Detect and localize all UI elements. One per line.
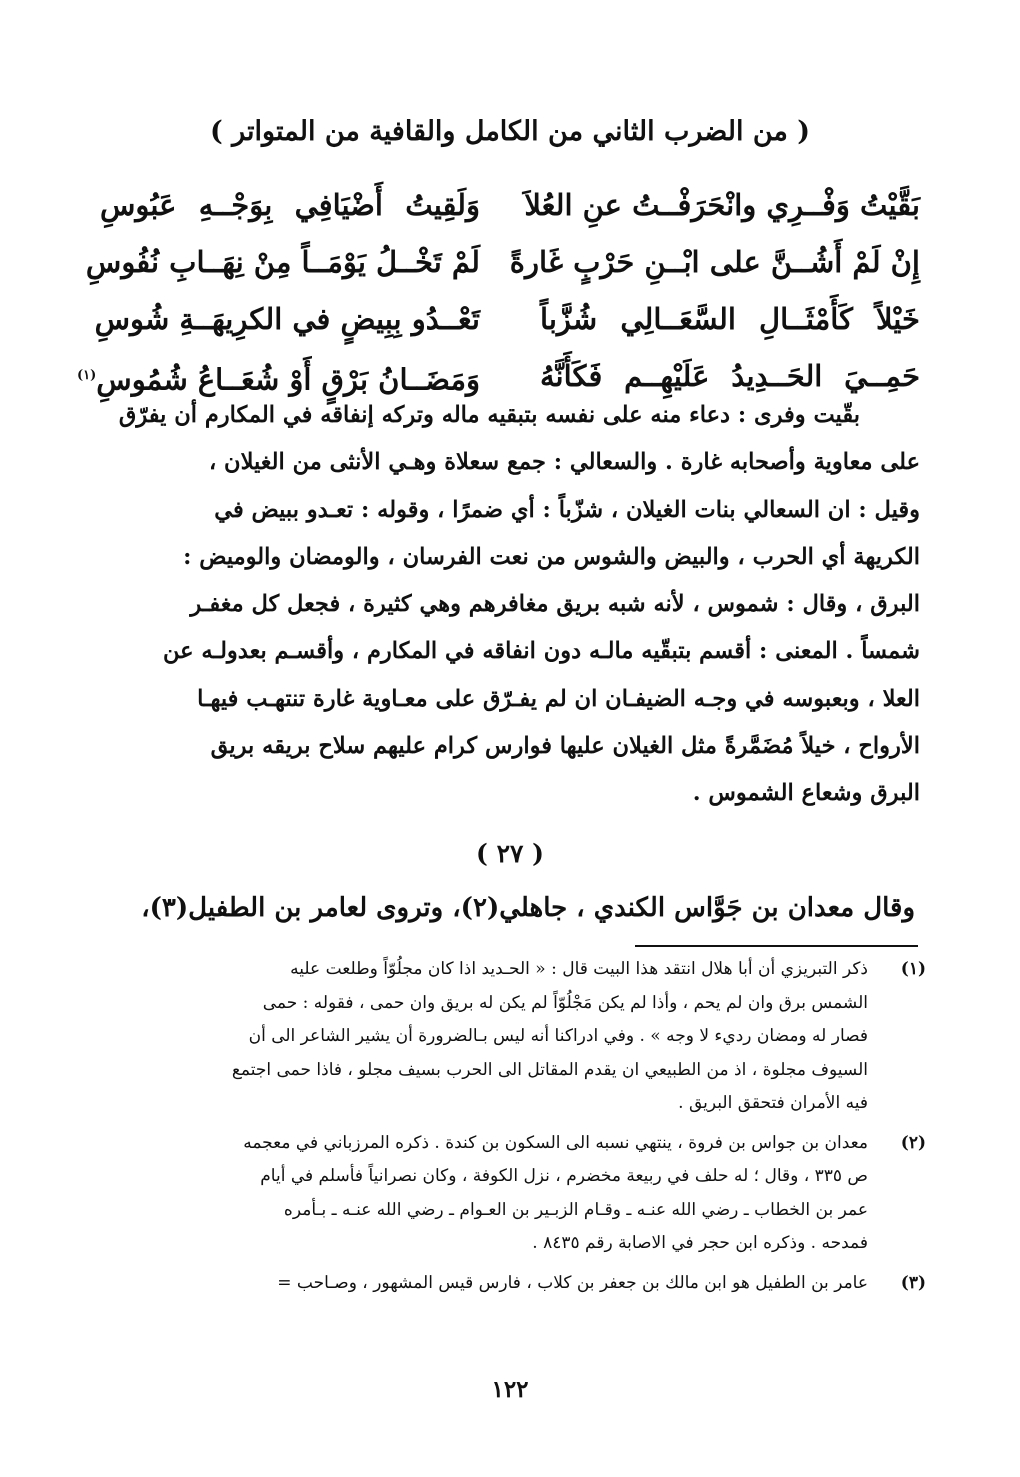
verse-second-hemistich: لَمْ تَخْــلُ يَوْمَــاً مِنْ نِهَــابِ نُفُوسِ	[85, 245, 480, 279]
meter-heading: ( من الضرب الثاني من الكامل والقافية من المتواتر )	[209, 116, 811, 147]
poem-intro: وقال معدان بن جَوَّاس الكندي ، جاهلي(٢)، وتروى لعامر بن الطفيل(٣)،	[141, 893, 915, 923]
verse-first-hemistich: خَيْلاً كَأَمْثَــالِ السَّعَــالِي شُزَّباً	[540, 302, 920, 336]
footnote-line: معدان بن جواس بن فروة ، ينتهي نسبه الى السكون بن كندة . ذكره المرزباني في معجمه	[243, 1132, 868, 1153]
verse	[94, 294, 920, 351]
commentary-line: الأرواح ، خيلاً مُضَمَّرةً مثل الغيلان عليها فوارس كرام عليهم سلاح بريقه بريق	[210, 733, 920, 760]
verse-first-hemistich: بَقَّيْتُ وَفْــرِي وانْحَرَفْــتُ عنِ العُلاَ	[524, 188, 920, 222]
footnote	[118, 953, 926, 1121]
commentary-line: وقيل : ان السعالي بنات الغيلان ، شزّباً : أي ضمرًا ، وقوله : تعـدو ببيض في	[214, 496, 920, 523]
footnote	[118, 1267, 926, 1301]
commentary-line: العلا ، وبعبوسه في وجـه الضيفـان ان لم يفـرّق على معـاوية غارة تنتهـب فيهـا	[197, 685, 920, 712]
commentary-line: شمساً . المعنى : أقسم بتبقّيه مالـه دون انفاقه في المكارم ، وأقسـم بعدولـه عن	[163, 638, 920, 665]
verse-second-hemistich: وَمَضَــانُ بَرْقٍ أَوْ شُعَــاعُ شُمُوسِ	[96, 362, 480, 397]
commentary-line: البرق ، وقال : شموس ، لأنه شبه بريق مغافرهم وهي كثيرة ، فجعل كل مغفـر	[190, 591, 920, 618]
footnote-text	[118, 1127, 868, 1261]
footnote-line: الشمس برق وان لم يحم ، وأذا لم يكن مَجْلُوّاً لم يكن له بريق وان حمى ، فقوله : حمى	[262, 992, 868, 1013]
footnote-separator	[635, 945, 918, 947]
poem-number: ( ٢٧ )	[476, 839, 544, 868]
footnote-line: عامر بن الطفيل هو ابن مالك بن جعفر بن كلاب ، فارس قيس المشهور ، وصـاحب =	[277, 1272, 868, 1293]
footnote-number: (١)	[900, 959, 926, 979]
commentary	[112, 392, 920, 818]
footnote-text	[118, 953, 868, 1121]
verse-first-hemistich: إِنْ لَمْ أَشُــنَّ على ابْــنِ حَرْبٍ غَارةً	[509, 245, 920, 279]
footnote-line: ذكر التبريزي أن أبا هلال انتقد هذا البيت قال : « الحـديد اذا كان مجلُوّاً وطلعت عليه	[290, 959, 868, 979]
footnote-line: عمر بن الخطاب ـ رضي الله عنـه ـ وقـام الزبـير بن العـوام ـ رضي الله عنـه ـ بـأمره	[283, 1199, 868, 1220]
footnote-line: فصار له ومضان رديء لا وجه » . وفي ادراكنا أنه ليس بـالضرورة أن يشير الشاعر الى أن	[248, 1026, 868, 1046]
footnote-reference: (١)	[77, 368, 97, 383]
footnote-line: فمدحه . وذكره ابن حجر في الاصابة رقم ٨٤٣٥ .	[532, 1233, 868, 1253]
commentary-line: بقّيت وفرى : دعاء منه على نفسه بتبقيه ماله وتركه إنفاقه في المكارم أن يفرّق	[118, 402, 860, 428]
poem	[77, 180, 920, 408]
verse-first-hemistich: حَمِــيَ الحَــدِيدُ عَلَيْهِــم فَكَأَنَّهُ	[540, 359, 920, 393]
page-number: ١٢٢	[491, 1376, 529, 1403]
verse-second-hemistich: تَعْــدُو بِبِيضٍ في الكرِيهَــةِ شُوسِ	[94, 302, 480, 336]
verse-second-hemistich: وَلَقِيتُ أَضْيَافِي بِوَجْــهِ عَبُوسِ	[100, 188, 480, 222]
commentary-line: الكريهة أي الحرب ، والبيض والشوس من نعت الفرسان ، والومضان والوميض :	[183, 543, 920, 570]
commentary-line: البرق وشعاع الشموس .	[692, 780, 920, 807]
footnotes	[118, 953, 926, 1306]
footnote	[118, 1127, 926, 1261]
verse	[100, 180, 920, 237]
footnote-line: ص ٣٣٥ ، وقال ؛ له حلف في ربيعة مخضرم ، نزل الكوفة ، وكان نصرانياً فأسلم في أيام	[260, 1166, 868, 1186]
footnote-text	[118, 1267, 868, 1301]
footnote-line: فيه الأمران فتحقق البريق .	[678, 1093, 868, 1113]
footnote-number: (٢)	[900, 1132, 926, 1153]
footnote-number: (٣)	[900, 1272, 926, 1293]
footnote-line: السيوف مجلوة ، اذ من الطبيعي ان يقدم المقاتل الى الحرب بسيف مجلو ، فاذا حمى اجتمع	[231, 1059, 868, 1080]
commentary-line: على معاوية وأصحابه غارة . والسعالي : جمع سعلاة وهـي الأنثى من الغيلان ،	[208, 449, 920, 476]
verse	[85, 237, 920, 294]
